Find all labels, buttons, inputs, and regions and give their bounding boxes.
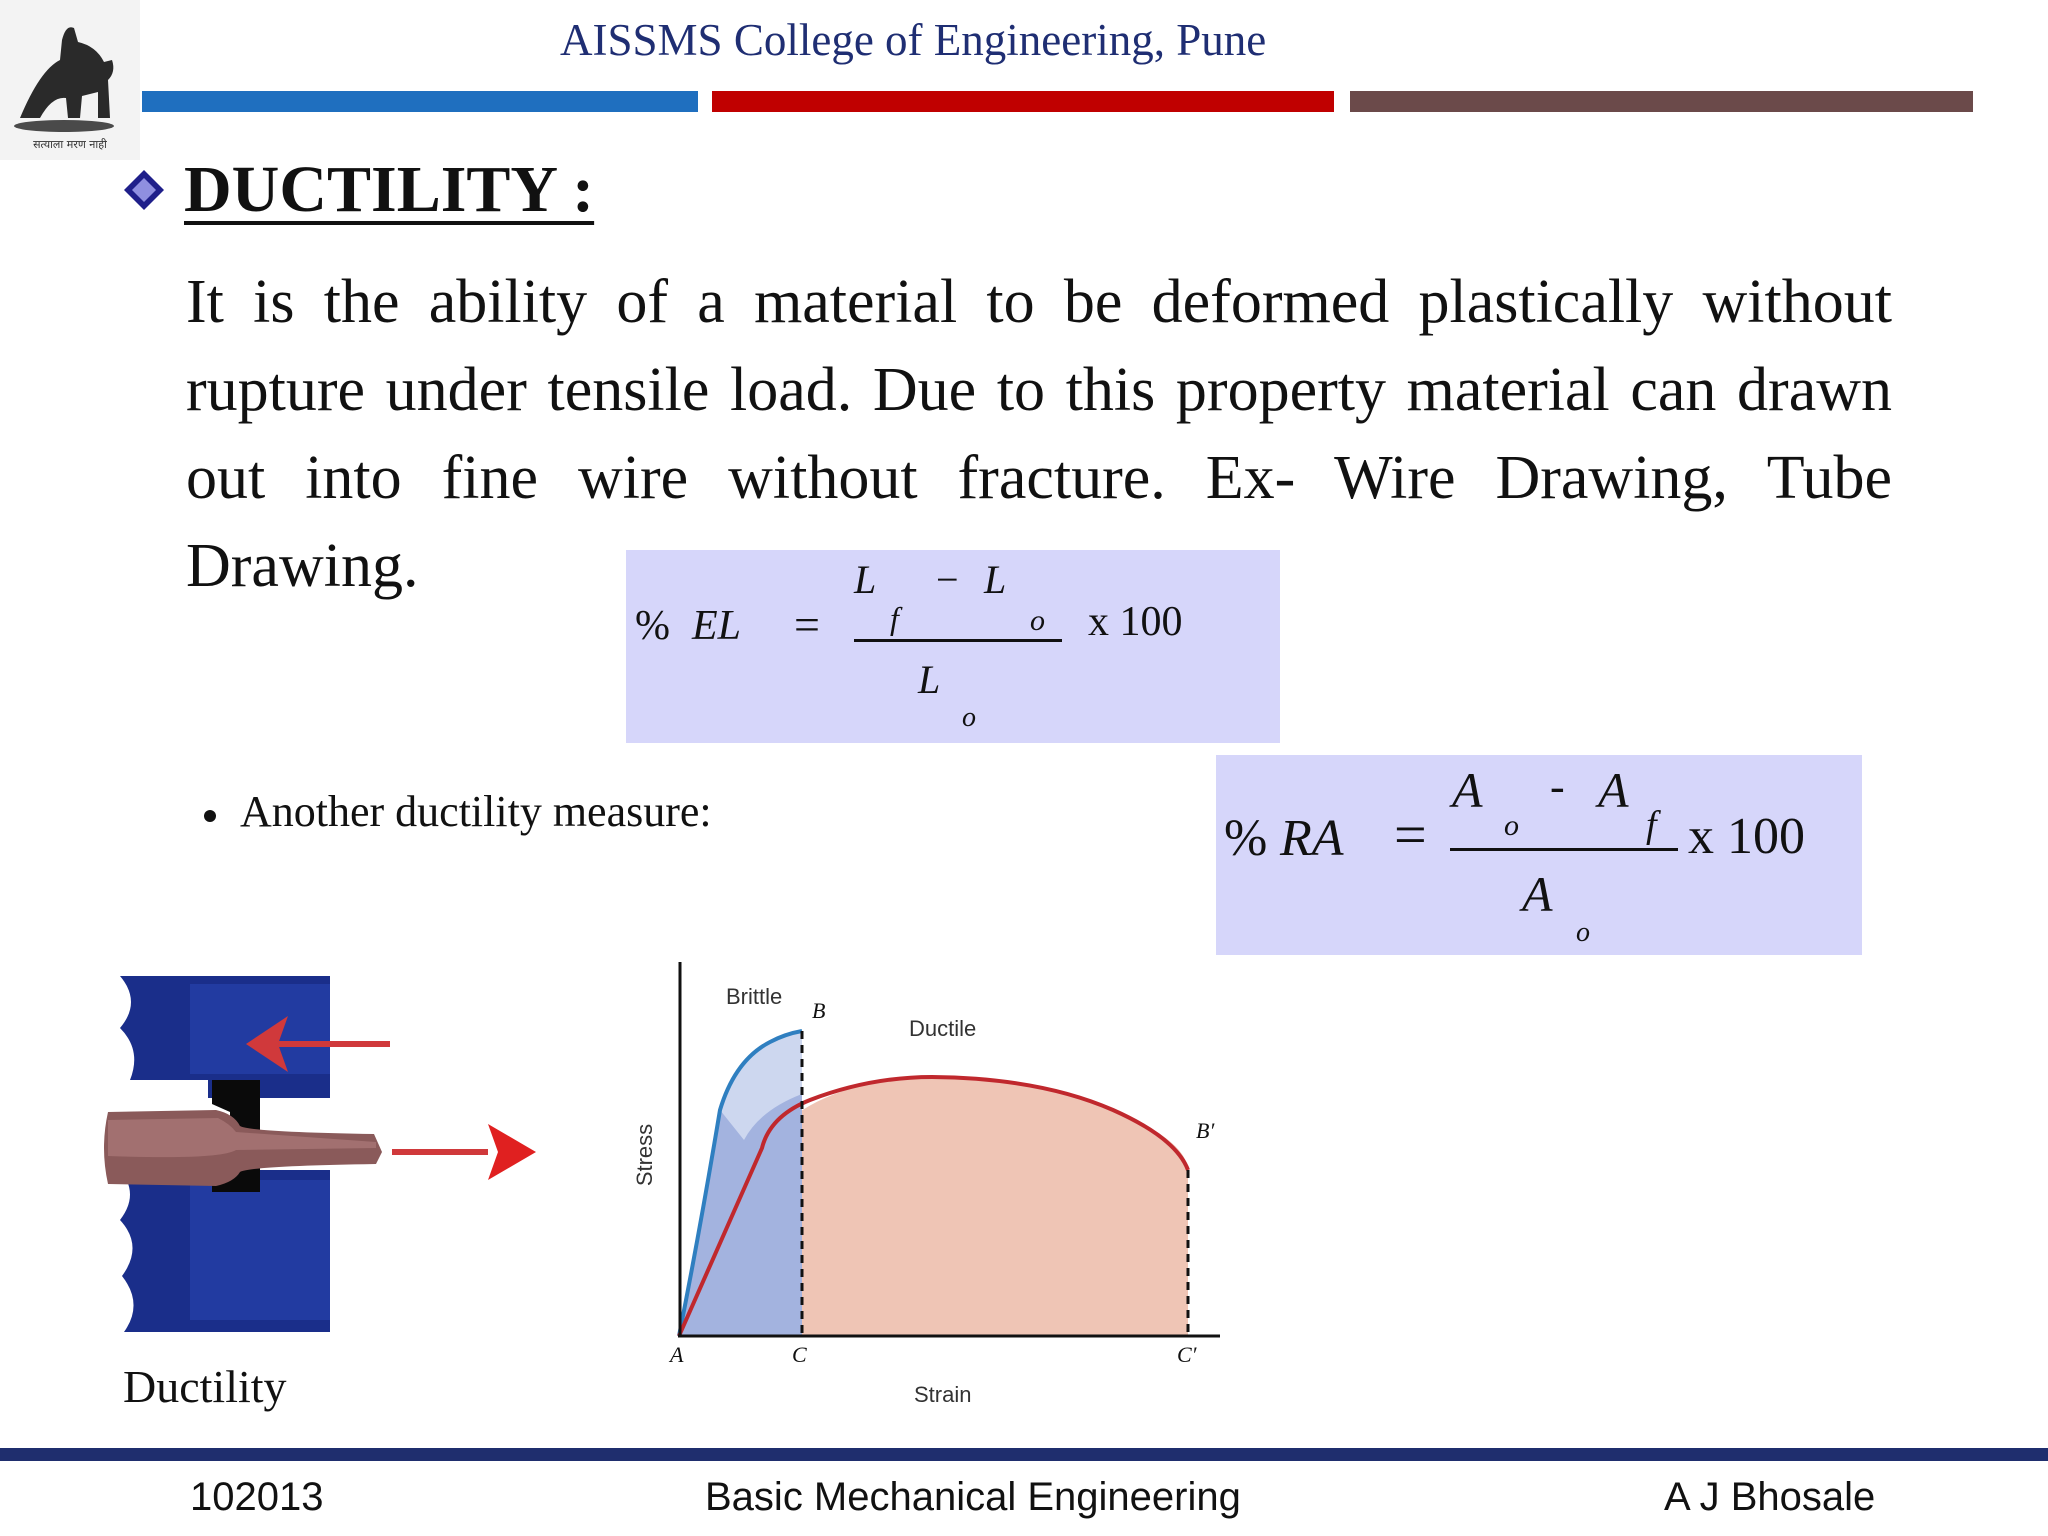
el-percent: % (635, 603, 670, 649)
el-num-b: L (984, 557, 1007, 602)
point-b-label: B (812, 998, 826, 1023)
stress-strain-chart (620, 950, 1240, 1420)
logo-motto: सत्याला मरण नाही (33, 138, 107, 151)
footer-author: A J Bhosale (1664, 1475, 1876, 1519)
ra-variable: RA (1280, 810, 1344, 867)
ra-den: A (1522, 866, 1553, 922)
ra-fraction-line (1450, 848, 1678, 851)
el-minus: − (936, 557, 959, 602)
ra-times-100: x 100 (1688, 808, 1805, 865)
formula-elongation-box (626, 550, 1280, 743)
heading-text: DUCTILITY : (184, 153, 595, 226)
x-axis-label: Strain (914, 1382, 972, 1407)
el-times-100: x 100 (1088, 599, 1183, 645)
el-fraction-line (854, 639, 1062, 642)
el-den-sub: o (962, 702, 976, 733)
ra-den-sub: o (1576, 917, 1590, 948)
point-a-label: A (670, 1342, 684, 1367)
bullet-item (204, 786, 712, 837)
point-b-prime-label: B′ (1196, 1118, 1215, 1143)
footer-course-code: 102013 (190, 1475, 324, 1519)
header-bar-red (712, 91, 1334, 112)
el-num-a-sub: f (890, 600, 899, 636)
bullet-text: Another ductility measure: (240, 787, 712, 836)
el-variable: EL (692, 603, 742, 649)
point-c-prime-label: C′ (1177, 1342, 1197, 1367)
point-c-label: C (792, 1342, 807, 1367)
ra-percent: % (1224, 810, 1268, 867)
header-bar-blue (142, 91, 698, 112)
el-den: L (918, 657, 941, 702)
el-num-b-sub: o (1030, 604, 1045, 637)
y-axis-label: Stress (632, 1123, 658, 1187)
el-equals: = (794, 599, 820, 650)
diamond-bullet-icon (122, 168, 166, 212)
footer-bar (0, 1448, 2048, 1461)
ra-minus: - (1550, 762, 1565, 811)
ra-num-b-sub: f (1646, 804, 1657, 846)
footer-subject: Basic Mechanical Engineering (705, 1475, 1241, 1519)
definition-paragraph: It is the ability of a material to be deformed plastically without rupture under tensile load. Due to this property material can drawn out into fine wire without fracture. Ex- Wire Drawing, Tube Drawing. (186, 268, 1892, 600)
formula-reduction-area-box (1216, 755, 1862, 955)
slide-heading (122, 150, 594, 230)
ra-num-a: A (1452, 762, 1483, 818)
ra-num-a-sub: o (1504, 809, 1519, 842)
college-logo (0, 0, 140, 160)
college-name: AISSMS College of Engineering, Pune (560, 15, 1267, 65)
ductile-label: Ductile (909, 1016, 977, 1041)
el-num-a: L (854, 557, 877, 602)
header-bar-brown (1350, 91, 1973, 112)
ra-num-b: A (1598, 762, 1629, 818)
brittle-label: Brittle (726, 984, 783, 1009)
wire-drawing-illustration (100, 920, 570, 1370)
ra-equals: = (1394, 802, 1427, 867)
illustration-caption: Ductility (123, 1361, 287, 1412)
